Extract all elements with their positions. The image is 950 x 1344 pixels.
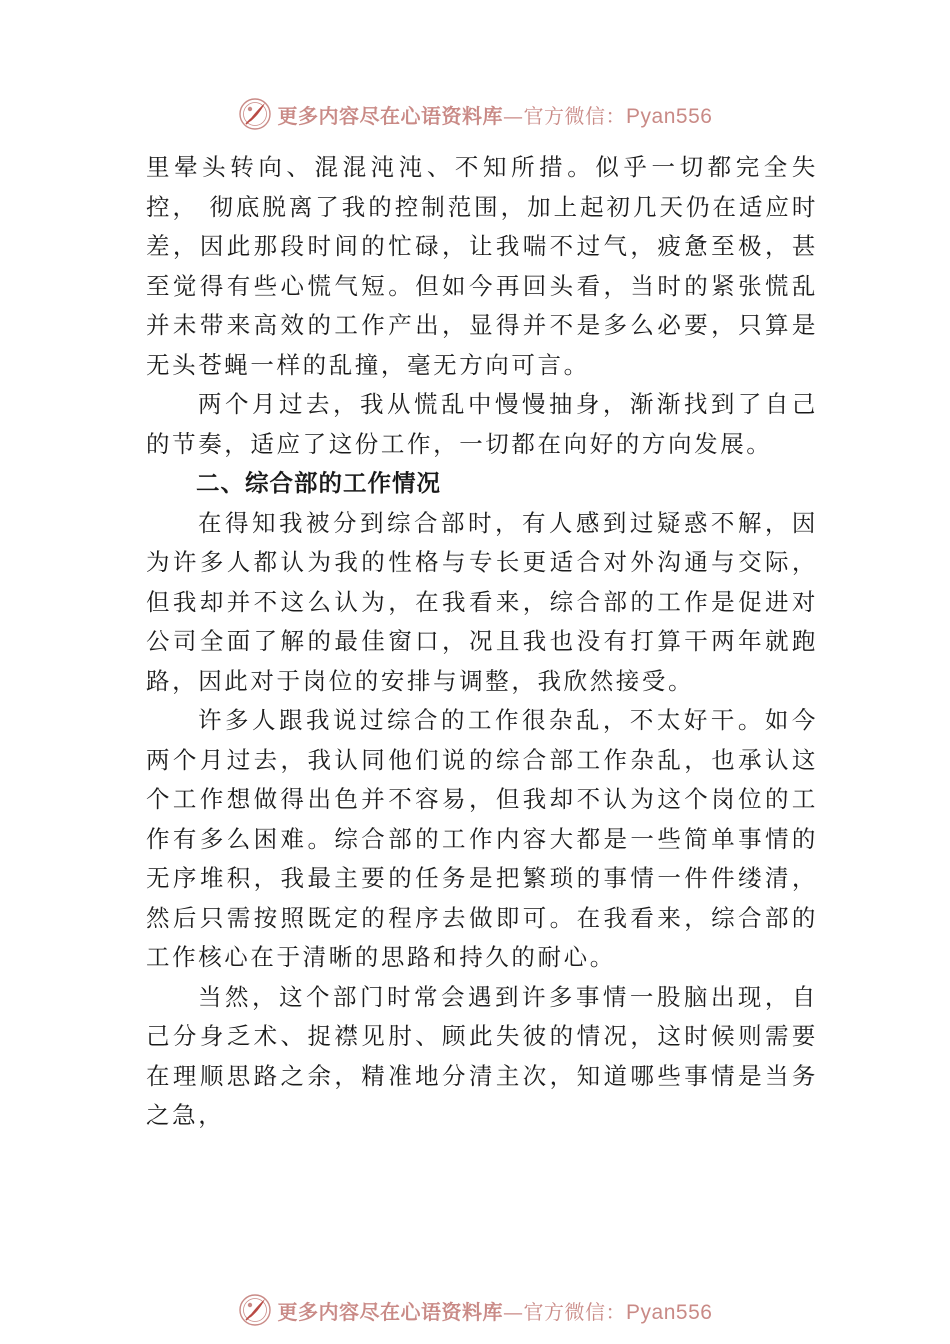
document-body [146, 148, 818, 1136]
header-official-text: 官方微信： [523, 103, 627, 128]
paragraph-2: 两个月过去，我从慌乱中慢慢抽身，渐渐找到了自己的节奏，适应了这份工作，一切都在向好的方向发展。 [146, 390, 818, 458]
footer-separator: — [503, 1299, 524, 1324]
paragraph-5: 当然，这个部门时常会遇到许多事情一股脑出现，自己分身乏术、捉襟见肘、顾此失彼的情况，这时候则需要在理顺思路之余，精准地分清主次，知道哪些事情是当务之急， [146, 982, 818, 1129]
header-separator: — [503, 103, 524, 128]
paragraph-3: 在得知我被分到综合部时，有人感到过疑惑不解，因为许多人都认为我的性格与专长更适合对外沟通与交际，但我却并不这么认为，在我看来，综合部的工作是促进对公司全面了解的最佳窗口，况且我也没有打算干两年就跑路，因此对于岗位的安排与调整，我欣然接受。 [146, 508, 818, 695]
quill-logo-icon [238, 1293, 272, 1327]
header-watermark-text [278, 100, 713, 129]
footer-watermark-text [278, 1296, 713, 1325]
footer-wechat-id: Pyan556 [626, 1300, 713, 1324]
footer-brand-text: 更多内容尽在心语资料库 [277, 1299, 504, 1324]
footer-official-text: 官方微信： [523, 1299, 627, 1324]
section-heading: 二、综合部的工作情况 [196, 469, 441, 497]
paragraph-4: 许多人跟我说过综合的工作很杂乱，不太好干。如今两个月过去，我认同他们说的综合部工作杂乱，也承认这个工作想做得出色并不容易，但我却不认为这个岗位的工作有多么困难。综合部的工作内容大都是一些简单事情的无序堆积，我最主要的任务是把繁琐的事情一件件缕清，然后只需按照既定的程序去做即可。在我看来，综合部的工作核心在于清晰的思路和持久的耐心。 [146, 706, 818, 971]
header-watermark [0, 94, 950, 134]
header-wechat-id: Pyan556 [626, 104, 713, 128]
header-brand-text: 更多内容尽在心语资料库 [277, 103, 504, 128]
footer-watermark [0, 1290, 950, 1330]
paragraph-1: 里晕头转向、混混沌沌、不知所措。似乎一切都完全失控， 彻底脱离了我的控制范围，加上起初几天仍在适应时差，因此那段时间的忙碌，让我喘不过气，疲惫至极，甚至觉得有些心慌气短。但如今再回头看，当时的紧张慌乱并未带来高效的工作产出，显得并不是多么必要，只算是无头苍蝇一样的乱撞，毫无方向可言。 [146, 153, 818, 379]
quill-logo-icon [238, 97, 272, 131]
